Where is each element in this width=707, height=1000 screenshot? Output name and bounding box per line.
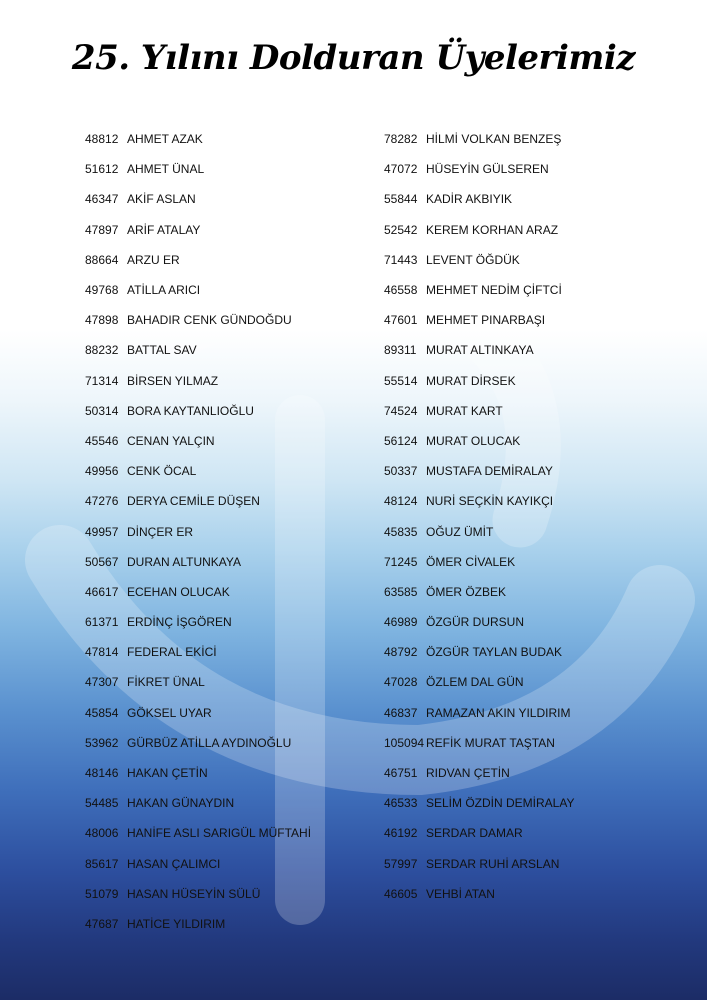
member-row (384, 275, 704, 305)
member-number: 47898 (85, 313, 119, 328)
member-row (85, 184, 405, 214)
member-list-right (384, 124, 704, 909)
member-name: ARİF ATALAY (127, 222, 201, 237)
member-row (384, 698, 704, 728)
member-name: ERDİNÇ İŞGÖREN (127, 615, 232, 630)
member-list-left (85, 124, 405, 939)
member-row (85, 849, 405, 879)
member-name: NURİ SEÇKİN KAYIKÇI (426, 494, 554, 509)
member-number: 47276 (85, 494, 119, 509)
member-number: 61371 (85, 615, 119, 630)
member-row (85, 154, 405, 184)
member-row (384, 728, 704, 758)
member-row (384, 154, 704, 184)
member-number: 46751 (384, 766, 418, 781)
member-number: 54485 (85, 796, 119, 811)
member-row (384, 305, 704, 335)
member-number: 47814 (85, 645, 119, 660)
member-number: 46605 (384, 886, 418, 901)
member-number: 47897 (85, 222, 119, 237)
member-name: HANİFE ASLI SARIGÜL MÜFTAHİ (127, 826, 312, 841)
member-row (85, 667, 405, 697)
member-number: 48146 (85, 766, 119, 781)
member-number: 71245 (384, 554, 418, 569)
member-name: LEVENT ÖĞDÜK (426, 252, 520, 267)
member-row (384, 486, 704, 516)
member-row (384, 184, 704, 214)
member-row (384, 879, 704, 909)
member-row (85, 275, 405, 305)
member-name: BATTAL SAV (127, 343, 197, 358)
member-row (85, 245, 405, 275)
member-row (85, 547, 405, 577)
member-name: SELİM ÖZDİN DEMİRALAY (426, 796, 575, 811)
member-name: OĞUZ ÜMİT (426, 524, 494, 539)
member-row (85, 516, 405, 546)
member-row (85, 335, 405, 365)
member-name: CENK ÖCAL (127, 464, 197, 479)
member-name: MURAT KART (426, 403, 503, 418)
member-name: DERYA CEMİLE DÜŞEN (127, 494, 260, 509)
member-row (85, 758, 405, 788)
member-name: SERDAR DAMAR (426, 826, 523, 841)
member-row (85, 124, 405, 154)
member-row (85, 426, 405, 456)
member-row (384, 547, 704, 577)
member-row (384, 426, 704, 456)
member-name: GÖKSEL UYAR (127, 705, 212, 720)
member-name: ARZU ER (127, 252, 180, 267)
member-name: KEREM KORHAN ARAZ (426, 222, 559, 237)
member-name: ÖMER CİVALEK (426, 554, 516, 569)
member-name: HATİCE YILDIRIM (127, 916, 226, 931)
member-number: 47601 (384, 313, 418, 328)
member-number: 47307 (85, 675, 119, 690)
member-row (384, 245, 704, 275)
member-row (85, 698, 405, 728)
member-number: 51079 (85, 886, 119, 901)
member-row (85, 396, 405, 426)
member-row (85, 577, 405, 607)
member-number: 71314 (85, 373, 119, 388)
member-number: 48124 (384, 494, 418, 509)
member-number: 85617 (85, 856, 119, 871)
member-row (384, 456, 704, 486)
member-row (384, 516, 704, 546)
member-name: ATİLLA ARICI (127, 283, 201, 298)
member-name: BORA KAYTANLIOĞLU (127, 403, 254, 418)
member-name: KADİR AKBIYIK (426, 192, 513, 207)
member-name: MURAT ALTINKAYA (426, 343, 534, 358)
member-number: 50567 (85, 554, 119, 569)
member-name: MURAT OLUCAK (426, 433, 521, 448)
member-row (85, 486, 405, 516)
member-name: HÜSEYİN GÜLSEREN (426, 162, 549, 177)
member-row (384, 335, 704, 365)
member-number: 47072 (384, 162, 418, 177)
member-number: 55844 (384, 192, 418, 207)
member-row (85, 607, 405, 637)
member-name: RAMAZAN AKIN YILDIRIM (426, 705, 571, 720)
member-number: 46347 (85, 192, 119, 207)
member-name: MEHMET PINARBAŞI (426, 313, 546, 328)
member-number: 46192 (384, 826, 418, 841)
member-number: 45835 (384, 524, 418, 539)
member-name: ECEHAN OLUCAK (127, 584, 230, 599)
member-number: 52542 (384, 222, 418, 237)
member-name: DİNÇER ER (127, 524, 194, 539)
member-row (85, 879, 405, 909)
member-number: 49957 (85, 524, 119, 539)
member-number: 48792 (384, 645, 418, 660)
member-number: 53962 (85, 735, 119, 750)
member-row (85, 909, 405, 939)
member-number: 74524 (384, 403, 418, 418)
member-name: VEHBİ ATAN (426, 886, 495, 901)
member-row (384, 366, 704, 396)
member-row (384, 396, 704, 426)
page-title: 25. Yılını Dolduran Üyelerimiz (71, 38, 636, 78)
member-name: HİLMİ VOLKAN BENZEŞ (426, 132, 562, 147)
member-number: 50337 (384, 464, 418, 479)
member-number: 48006 (85, 826, 119, 841)
member-number: 89311 (384, 343, 417, 358)
member-number: 55514 (384, 373, 418, 388)
member-name: CENAN YALÇIN (127, 433, 215, 448)
member-number: 47028 (384, 675, 418, 690)
member-name: ÖZLEM DAL GÜN (426, 675, 524, 690)
member-name: ÖZGÜR TAYLAN BUDAK (426, 645, 563, 660)
member-number: 46989 (384, 615, 418, 630)
member-name: REFİK MURAT TAŞTAN (426, 735, 555, 750)
member-row (384, 758, 704, 788)
member-row (85, 366, 405, 396)
member-number: 78282 (384, 132, 418, 147)
member-row (85, 728, 405, 758)
member-number: 51612 (85, 162, 119, 177)
member-number: 45854 (85, 705, 119, 720)
member-name: GÜRBÜZ ATİLLA AYDINOĞLU (127, 735, 292, 750)
member-number: 71443 (384, 252, 418, 267)
member-number: 48812 (85, 132, 119, 147)
member-number: 46533 (384, 796, 418, 811)
member-row (384, 637, 704, 667)
member-name: ÖZGÜR DURSUN (426, 615, 524, 630)
member-row (384, 667, 704, 697)
member-name: MUSTAFA DEMİRALAY (426, 464, 553, 479)
member-number: 50314 (85, 403, 119, 418)
member-row (384, 124, 704, 154)
member-name: RIDVAN ÇETİN (426, 766, 510, 781)
member-name: FİKRET ÜNAL (127, 675, 205, 690)
member-number: 105094 (384, 735, 425, 750)
member-name: SERDAR RUHİ ARSLAN (426, 856, 560, 871)
member-row (85, 456, 405, 486)
member-row (85, 305, 405, 335)
member-row (384, 215, 704, 245)
member-row (384, 577, 704, 607)
member-name: BİRSEN YILMAZ (127, 373, 219, 388)
member-name: AKİF ASLAN (127, 192, 196, 207)
member-number: 46558 (384, 283, 418, 298)
member-name: FEDERAL EKİCİ (127, 645, 217, 660)
member-row (85, 215, 405, 245)
member-name: MEHMET NEDİM ÇİFTCİ (426, 283, 562, 298)
member-row (384, 788, 704, 818)
member-row (85, 637, 405, 667)
member-name: AHMET AZAK (127, 132, 203, 147)
member-number: 88232 (85, 343, 119, 358)
member-number: 49768 (85, 283, 119, 298)
member-number: 49956 (85, 464, 119, 479)
member-number: 56124 (384, 433, 418, 448)
member-name: MURAT DİRSEK (426, 373, 516, 388)
member-name: HAKAN ÇETİN (127, 766, 208, 781)
member-row (384, 607, 704, 637)
member-row (384, 818, 704, 848)
member-number: 57997 (384, 856, 418, 871)
member-number: 63585 (384, 584, 418, 599)
member-name: HAKAN GÜNAYDIN (127, 796, 235, 811)
member-number: 46617 (85, 584, 119, 599)
member-name: BAHADIR CENK GÜNDOĞDU (127, 313, 292, 328)
member-row (384, 849, 704, 879)
member-number: 46837 (384, 705, 418, 720)
member-name: ÖMER ÖZBEK (426, 584, 507, 599)
member-name: AHMET ÜNAL (127, 162, 205, 177)
member-name: HASAN ÇALIMCI (127, 856, 221, 871)
member-number: 88664 (85, 252, 119, 267)
member-number: 47687 (85, 916, 119, 931)
member-name: HASAN HÜSEYİN SÜLÜ (127, 886, 261, 901)
member-name: DURAN ALTUNKAYA (127, 554, 242, 569)
member-row (85, 818, 405, 848)
member-number: 45546 (85, 433, 119, 448)
member-row (85, 788, 405, 818)
